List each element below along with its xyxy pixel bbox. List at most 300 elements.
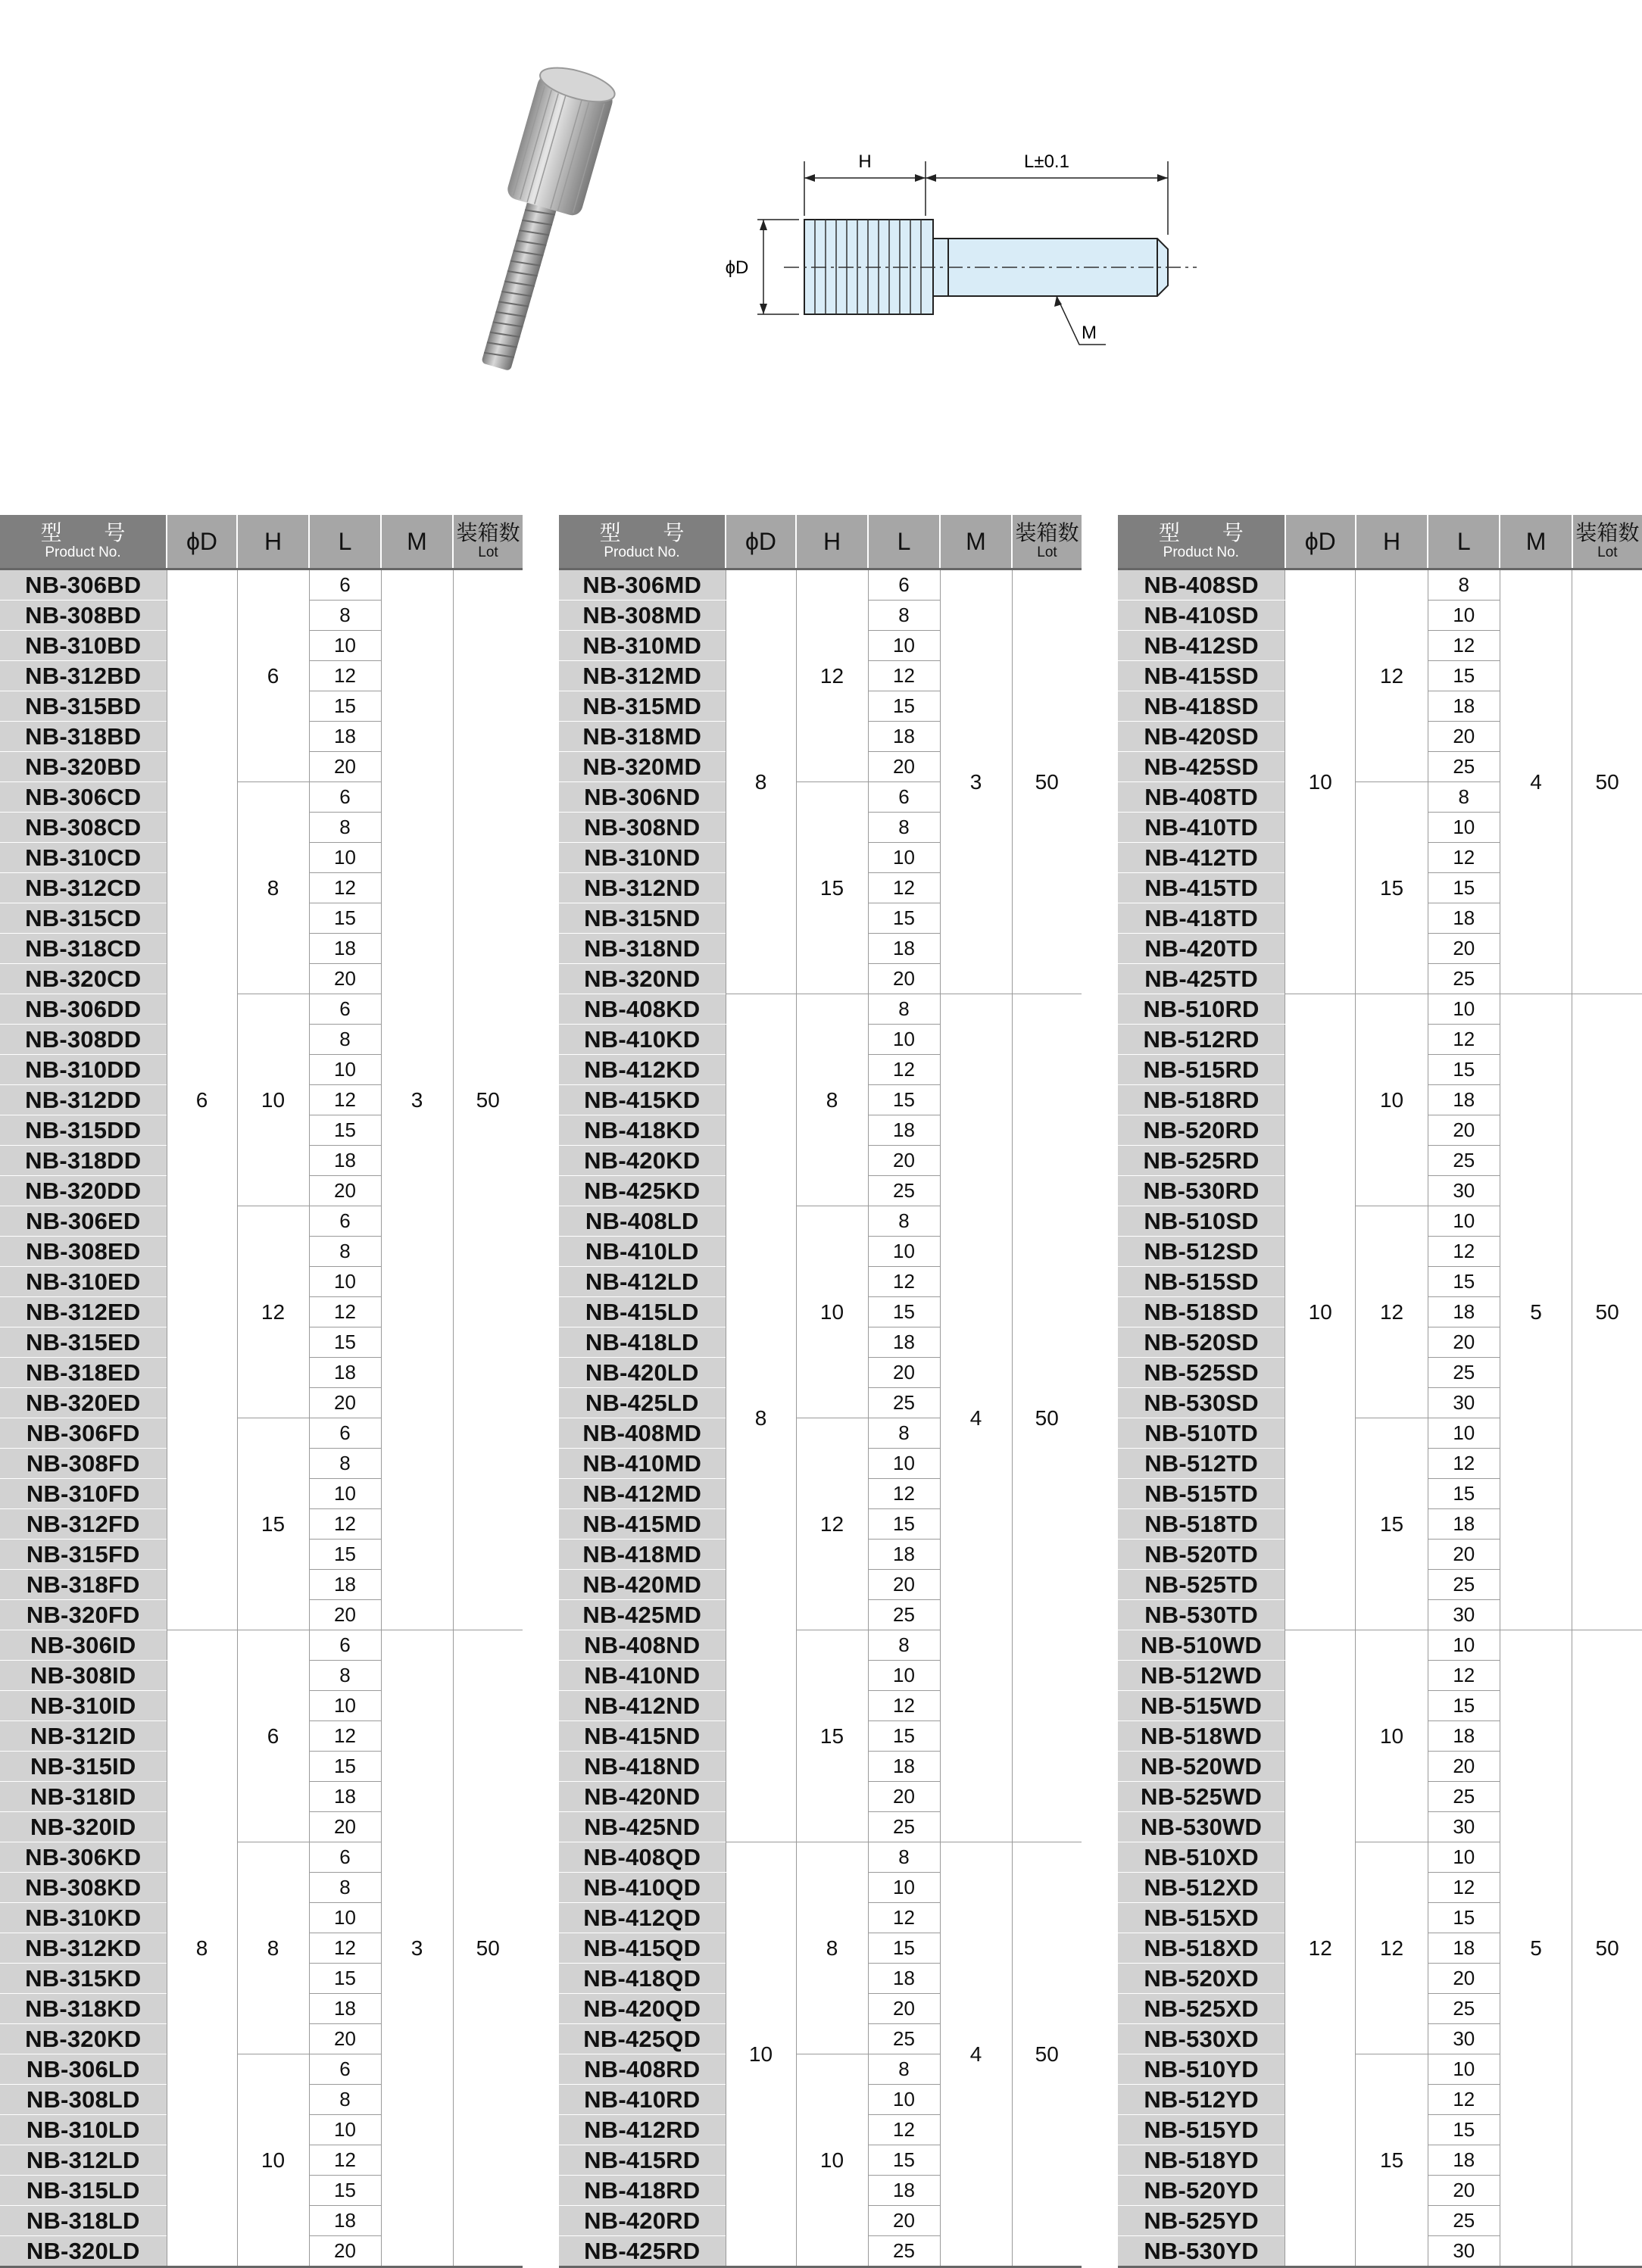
product-no-cell: NB-320DD — [0, 1176, 167, 1206]
l-cell: 20 — [868, 1782, 940, 1812]
h-cell: 15 — [237, 1418, 309, 1630]
l-cell: 15 — [309, 1327, 381, 1358]
product-no-cell: NB-308ND — [559, 813, 726, 843]
spec-table-2 — [559, 515, 1082, 2268]
header-h-label: H — [1382, 527, 1401, 555]
d-cell: 10 — [1285, 994, 1356, 1630]
product-no-cell: NB-520RD — [1118, 1115, 1285, 1146]
product-no-cell: NB-312BD — [0, 661, 167, 691]
product-no-cell: NB-308BD — [0, 601, 167, 631]
h-cell: 10 — [237, 994, 309, 1206]
l-cell: 25 — [1428, 2206, 1500, 2236]
product-no-cell: NB-306MD — [559, 569, 726, 601]
l-cell: 8 — [309, 1237, 381, 1267]
dimension-drawing — [712, 140, 1227, 367]
product-no-cell: NB-418TD — [1118, 903, 1285, 934]
product-no-cell: NB-408LD — [559, 1206, 726, 1237]
l-cell: 10 — [309, 1055, 381, 1085]
product-no-cell: NB-525SD — [1118, 1358, 1285, 1388]
l-cell: 18 — [1428, 1085, 1500, 1115]
product-no-cell: NB-425ND — [559, 1812, 726, 1842]
product-no-cell: NB-518TD — [1118, 1509, 1285, 1540]
lot-cell: 50 — [1572, 1630, 1642, 2267]
product-no-cell: NB-320ID — [0, 1812, 167, 1842]
product-no-cell: NB-510YD — [1118, 2054, 1285, 2085]
product-no-cell: NB-310BD — [0, 631, 167, 661]
l-cell: 10 — [868, 1237, 940, 1267]
product-no-cell: NB-418SD — [1118, 691, 1285, 722]
h-cell: 10 — [796, 1206, 868, 1418]
l-cell: 20 — [868, 752, 940, 782]
l-cell: 18 — [868, 2176, 940, 2206]
l-cell: 6 — [309, 1630, 381, 1661]
header-l — [1428, 515, 1500, 569]
l-cell: 10 — [309, 2115, 381, 2145]
product-no-cell: NB-530SD — [1118, 1388, 1285, 1418]
product-no-cell: NB-320ED — [0, 1388, 167, 1418]
product-no-cell: NB-525YD — [1118, 2206, 1285, 2236]
l-cell: 8 — [309, 813, 381, 843]
l-cell: 8 — [868, 813, 940, 843]
l-cell: 15 — [1428, 1055, 1500, 1085]
table-row — [0, 569, 523, 601]
l-cell: 18 — [1428, 1297, 1500, 1327]
product-no-cell: NB-420RD — [559, 2206, 726, 2236]
h-dim-label: H — [858, 151, 872, 172]
product-no-cell: NB-520YD — [1118, 2176, 1285, 2206]
product-no-cell: NB-310FD — [0, 1479, 167, 1509]
l-cell: 20 — [309, 752, 381, 782]
product-no-cell: NB-318LD — [0, 2206, 167, 2236]
header-d — [726, 515, 796, 569]
header-h — [1356, 515, 1428, 569]
header-l — [309, 515, 381, 569]
product-no-cell: NB-306BD — [0, 569, 167, 601]
product-no-cell: NB-310ID — [0, 1691, 167, 1721]
header-lot — [453, 515, 523, 569]
l-cell: 20 — [1428, 1964, 1500, 1994]
d-cell: 10 — [1285, 569, 1356, 994]
product-no-cell: NB-415ND — [559, 1721, 726, 1752]
product-no-cell: NB-410RD — [559, 2085, 726, 2115]
l-cell: 20 — [309, 1600, 381, 1630]
l-cell: 15 — [868, 1933, 940, 1964]
product-no-cell: NB-425KD — [559, 1176, 726, 1206]
h-cell: 10 — [1356, 994, 1428, 1206]
product-no-cell: NB-518YD — [1118, 2145, 1285, 2176]
l-cell: 8 — [868, 601, 940, 631]
l-cell: 18 — [309, 1994, 381, 2024]
l-cell: 20 — [1428, 1115, 1500, 1146]
product-no-cell: NB-312CD — [0, 873, 167, 903]
l-cell: 25 — [868, 1176, 940, 1206]
d-cell: 6 — [167, 569, 237, 1630]
header-product-no-en: Product No. — [1163, 544, 1239, 560]
product-no-cell: NB-515SD — [1118, 1267, 1285, 1297]
product-no-cell: NB-425MD — [559, 1600, 726, 1630]
product-no-cell: NB-310LD — [0, 2115, 167, 2145]
l-cell: 20 — [868, 1146, 940, 1176]
l-cell: 15 — [309, 903, 381, 934]
l-cell: 18 — [309, 1146, 381, 1176]
header-h — [796, 515, 868, 569]
h-cell: 15 — [1356, 782, 1428, 994]
l-cell: 12 — [868, 1055, 940, 1085]
product-no-cell: NB-530TD — [1118, 1600, 1285, 1630]
l-cell: 20 — [309, 2236, 381, 2267]
product-no-cell: NB-420MD — [559, 1570, 726, 1600]
product-no-cell: NB-415RD — [559, 2145, 726, 2176]
product-no-cell: NB-318ID — [0, 1782, 167, 1812]
h-cell: 6 — [237, 1630, 309, 1842]
l-cell: 12 — [309, 1297, 381, 1327]
l-cell: 8 — [1428, 782, 1500, 813]
product-no-cell: NB-520TD — [1118, 1540, 1285, 1570]
product-no-cell: NB-410TD — [1118, 813, 1285, 843]
d-cell: 8 — [726, 994, 796, 1842]
l-cell: 10 — [1428, 813, 1500, 843]
header-m — [381, 515, 453, 569]
product-no-cell: NB-318FD — [0, 1570, 167, 1600]
l-cell: 15 — [868, 1509, 940, 1540]
l-cell: 8 — [868, 2054, 940, 2085]
product-no-cell: NB-318KD — [0, 1994, 167, 2024]
product-no-cell: NB-312KD — [0, 1933, 167, 1964]
product-no-cell: NB-306LD — [0, 2054, 167, 2085]
l-cell: 18 — [1428, 2145, 1500, 2176]
l-cell: 25 — [868, 2024, 940, 2054]
product-no-cell: NB-312MD — [559, 661, 726, 691]
l-cell: 10 — [868, 1025, 940, 1055]
l-cell: 10 — [868, 631, 940, 661]
l-cell: 12 — [309, 661, 381, 691]
product-no-cell: NB-315MD — [559, 691, 726, 722]
l-cell: 12 — [868, 2115, 940, 2145]
product-no-cell: NB-315ED — [0, 1327, 167, 1358]
product-no-cell: NB-308FD — [0, 1449, 167, 1479]
product-no-cell: NB-310CD — [0, 843, 167, 873]
product-no-cell: NB-415TD — [1118, 873, 1285, 903]
product-no-cell: NB-530YD — [1118, 2236, 1285, 2267]
l-cell: 25 — [868, 1812, 940, 1842]
l-cell: 12 — [309, 1933, 381, 1964]
h-cell: 8 — [237, 782, 309, 994]
l-cell: 12 — [309, 1085, 381, 1115]
product-no-cell: NB-312ID — [0, 1721, 167, 1752]
l-cell: 25 — [1428, 1570, 1500, 1600]
l-cell: 25 — [1428, 1146, 1500, 1176]
product-no-cell: NB-420ND — [559, 1782, 726, 1812]
l-cell: 10 — [309, 1691, 381, 1721]
l-cell: 20 — [868, 1358, 940, 1388]
product-no-cell: NB-518WD — [1118, 1721, 1285, 1752]
product-no-cell: NB-308KD — [0, 1873, 167, 1903]
l-cell: 10 — [309, 843, 381, 873]
product-no-cell: NB-318CD — [0, 934, 167, 964]
product-no-cell: NB-418LD — [559, 1327, 726, 1358]
product-no-cell: NB-312FD — [0, 1509, 167, 1540]
product-no-cell: NB-525TD — [1118, 1570, 1285, 1600]
product-no-cell: NB-410QD — [559, 1873, 726, 1903]
l-cell: 8 — [868, 1630, 940, 1661]
product-no-cell: NB-306KD — [0, 1842, 167, 1873]
l-cell: 30 — [1428, 1812, 1500, 1842]
product-no-cell: NB-310ED — [0, 1267, 167, 1297]
l-cell: 30 — [1428, 2236, 1500, 2267]
l-cell: 20 — [309, 1812, 381, 1842]
product-no-cell: NB-320FD — [0, 1600, 167, 1630]
product-no-cell: NB-306ND — [559, 782, 726, 813]
product-no-cell: NB-415QD — [559, 1933, 726, 1964]
product-no-cell: NB-415LD — [559, 1297, 726, 1327]
l-cell: 12 — [1428, 631, 1500, 661]
l-cell: 12 — [1428, 1237, 1500, 1267]
l-cell: 8 — [309, 2085, 381, 2115]
lot-cell: 50 — [1012, 1842, 1082, 2267]
l-cell: 18 — [1428, 1509, 1500, 1540]
header-m-label: M — [1525, 527, 1547, 555]
product-no-cell: NB-320LD — [0, 2236, 167, 2267]
product-no-cell: NB-306ID — [0, 1630, 167, 1661]
l-cell: 8 — [868, 1206, 940, 1237]
l-cell: 8 — [309, 1873, 381, 1903]
l-cell: 15 — [309, 1540, 381, 1570]
product-no-cell: NB-318ND — [559, 934, 726, 964]
header-l-label: L — [897, 527, 911, 555]
d-cell: 12 — [1285, 1630, 1356, 2267]
product-no-cell: NB-412QD — [559, 1903, 726, 1933]
header-lot — [1572, 515, 1642, 569]
product-no-cell: NB-425TD — [1118, 964, 1285, 994]
l-cell: 15 — [1428, 873, 1500, 903]
product-no-cell: NB-408TD — [1118, 782, 1285, 813]
product-no-cell: NB-306CD — [0, 782, 167, 813]
product-no-cell: NB-408ND — [559, 1630, 726, 1661]
d-cell: 10 — [726, 1842, 796, 2267]
l-cell: 20 — [309, 1388, 381, 1418]
l-cell: 10 — [1428, 994, 1500, 1025]
h-cell: 15 — [796, 1630, 868, 1842]
l-cell: 12 — [309, 1721, 381, 1752]
l-cell: 8 — [1428, 569, 1500, 601]
product-no-cell: NB-315FD — [0, 1540, 167, 1570]
product-no-cell: NB-412SD — [1118, 631, 1285, 661]
product-no-cell: NB-520XD — [1118, 1964, 1285, 1994]
l-cell: 18 — [309, 1782, 381, 1812]
h-cell: 12 — [237, 1206, 309, 1418]
l-cell: 18 — [309, 2206, 381, 2236]
product-no-cell: NB-530XD — [1118, 2024, 1285, 2054]
l-cell: 12 — [1428, 1661, 1500, 1691]
spec-table-1 — [0, 515, 523, 2268]
product-no-cell: NB-410KD — [559, 1025, 726, 1055]
product-no-cell: NB-510TD — [1118, 1418, 1285, 1449]
l-cell: 20 — [868, 964, 940, 994]
header-lot-en: Lot — [1597, 544, 1618, 560]
product-no-cell: NB-412ND — [559, 1691, 726, 1721]
l-cell: 20 — [309, 1176, 381, 1206]
l-cell: 6 — [868, 569, 940, 601]
l-dim-label: L±0.1 — [1024, 151, 1069, 172]
header-lot-jp: 装箱数 — [456, 521, 520, 544]
product-no-cell: NB-320ND — [559, 964, 726, 994]
h-cell: 12 — [796, 569, 868, 782]
h-cell: 12 — [1356, 1842, 1428, 2054]
h-cell: 10 — [237, 2054, 309, 2267]
l-cell: 12 — [1428, 1873, 1500, 1903]
m-cell: 4 — [940, 1842, 1012, 2267]
product-no-cell: NB-512XD — [1118, 1873, 1285, 1903]
product-no-cell: NB-318BD — [0, 722, 167, 752]
header-m — [1500, 515, 1572, 569]
l-cell: 18 — [1428, 1933, 1500, 1964]
product-no-cell: NB-520SD — [1118, 1327, 1285, 1358]
header-product-no — [1118, 515, 1285, 569]
m-cell: 3 — [940, 569, 1012, 994]
header-product-no-jp: 型 号 — [1158, 521, 1262, 544]
product-no-cell: NB-410SD — [1118, 601, 1285, 631]
l-cell: 18 — [1428, 1721, 1500, 1752]
l-cell: 15 — [309, 1964, 381, 1994]
l-cell: 6 — [309, 1842, 381, 1873]
l-cell: 18 — [868, 1964, 940, 1994]
product-no-cell: NB-415KD — [559, 1085, 726, 1115]
l-cell: 10 — [868, 2085, 940, 2115]
product-no-cell: NB-315CD — [0, 903, 167, 934]
product-no-cell: NB-512WD — [1118, 1661, 1285, 1691]
product-no-cell: NB-410ND — [559, 1661, 726, 1691]
l-cell: 12 — [868, 1903, 940, 1933]
h-cell: 10 — [1356, 1630, 1428, 1842]
m-cell: 4 — [1500, 569, 1572, 994]
product-no-cell: NB-418RD — [559, 2176, 726, 2206]
l-cell: 10 — [1428, 2054, 1500, 2085]
product-no-cell: NB-308CD — [0, 813, 167, 843]
product-no-cell: NB-412RD — [559, 2115, 726, 2145]
l-cell: 15 — [868, 2145, 940, 2176]
l-cell: 8 — [309, 601, 381, 631]
l-cell: 10 — [1428, 601, 1500, 631]
l-cell: 10 — [309, 631, 381, 661]
product-no-cell: NB-306DD — [0, 994, 167, 1025]
product-no-cell: NB-415SD — [1118, 661, 1285, 691]
table-row — [1118, 569, 1642, 601]
header-product-no-jp: 型 号 — [40, 521, 144, 544]
product-no-cell: NB-420SD — [1118, 722, 1285, 752]
l-cell: 12 — [868, 1479, 940, 1509]
header-m — [940, 515, 1012, 569]
l-cell: 15 — [309, 1115, 381, 1146]
lot-cell: 50 — [1572, 994, 1642, 1630]
m-cell: 5 — [1500, 1630, 1572, 2267]
l-cell: 12 — [868, 1267, 940, 1297]
header-product-no — [0, 515, 167, 569]
product-no-cell: NB-425QD — [559, 2024, 726, 2054]
l-cell: 25 — [1428, 964, 1500, 994]
product-no-cell: NB-310KD — [0, 1903, 167, 1933]
product-no-cell: NB-510SD — [1118, 1206, 1285, 1237]
l-cell: 18 — [309, 934, 381, 964]
l-cell: 18 — [868, 722, 940, 752]
product-no-cell: NB-315ND — [559, 903, 726, 934]
l-cell: 6 — [309, 782, 381, 813]
l-cell: 25 — [868, 1600, 940, 1630]
l-cell: 20 — [868, 1994, 940, 2024]
header-d — [167, 515, 237, 569]
h-cell: 6 — [237, 569, 309, 782]
header-d-label: ϕD — [186, 527, 218, 555]
l-cell: 8 — [868, 1842, 940, 1873]
header-h — [237, 515, 309, 569]
l-cell: 8 — [868, 1418, 940, 1449]
h-cell: 8 — [796, 994, 868, 1206]
h-cell: 10 — [796, 2054, 868, 2267]
l-cell: 18 — [309, 1570, 381, 1600]
h-cell: 12 — [1356, 569, 1428, 782]
l-cell: 15 — [1428, 1479, 1500, 1509]
l-cell: 20 — [309, 964, 381, 994]
l-cell: 10 — [1428, 1842, 1500, 1873]
product-no-cell: NB-315LD — [0, 2176, 167, 2206]
product-no-cell: NB-412LD — [559, 1267, 726, 1297]
header-product-no — [559, 515, 726, 569]
header-m-label: M — [407, 527, 427, 555]
table-row — [559, 569, 1082, 601]
l-cell: 30 — [1428, 1388, 1500, 1418]
product-no-cell: NB-420TD — [1118, 934, 1285, 964]
l-cell: 15 — [1428, 661, 1500, 691]
header-l-label: L — [338, 527, 352, 555]
l-cell: 25 — [868, 2236, 940, 2267]
l-cell: 25 — [1428, 1358, 1500, 1388]
product-no-cell: NB-425RD — [559, 2236, 726, 2267]
m-cell: 3 — [381, 569, 453, 1630]
l-cell: 12 — [868, 1691, 940, 1721]
header-lot — [1012, 515, 1082, 569]
l-cell: 6 — [309, 994, 381, 1025]
h-cell: 12 — [1356, 1206, 1428, 1418]
l-cell: 20 — [1428, 1327, 1500, 1358]
h-cell: 8 — [237, 1842, 309, 2054]
product-no-cell: NB-515TD — [1118, 1479, 1285, 1509]
product-no-cell: NB-530WD — [1118, 1812, 1285, 1842]
l-cell: 15 — [1428, 1691, 1500, 1721]
product-no-cell: NB-308DD — [0, 1025, 167, 1055]
l-cell: 15 — [1428, 1267, 1500, 1297]
m-dim-label: M — [1082, 323, 1097, 343]
l-cell: 6 — [309, 569, 381, 601]
product-no-cell: NB-412KD — [559, 1055, 726, 1085]
product-no-cell: NB-418QD — [559, 1964, 726, 1994]
l-cell: 10 — [868, 1661, 940, 1691]
spec-table-3 — [1118, 515, 1642, 2268]
l-cell: 6 — [309, 1418, 381, 1449]
header-h-label: H — [823, 527, 841, 555]
m-cell: 3 — [381, 1630, 453, 2267]
product-no-cell: NB-420KD — [559, 1146, 726, 1176]
l-cell: 18 — [868, 1115, 940, 1146]
l-cell: 10 — [1428, 1630, 1500, 1661]
lot-cell: 50 — [453, 1630, 523, 2267]
l-cell: 10 — [309, 1267, 381, 1297]
product-no-cell: NB-312ND — [559, 873, 726, 903]
product-no-cell: NB-415MD — [559, 1509, 726, 1540]
product-no-cell: NB-515YD — [1118, 2115, 1285, 2145]
l-cell: 12 — [1428, 2085, 1500, 2115]
header-lot-en: Lot — [1037, 544, 1057, 560]
product-no-cell: NB-408RD — [559, 2054, 726, 2085]
l-cell: 18 — [309, 722, 381, 752]
